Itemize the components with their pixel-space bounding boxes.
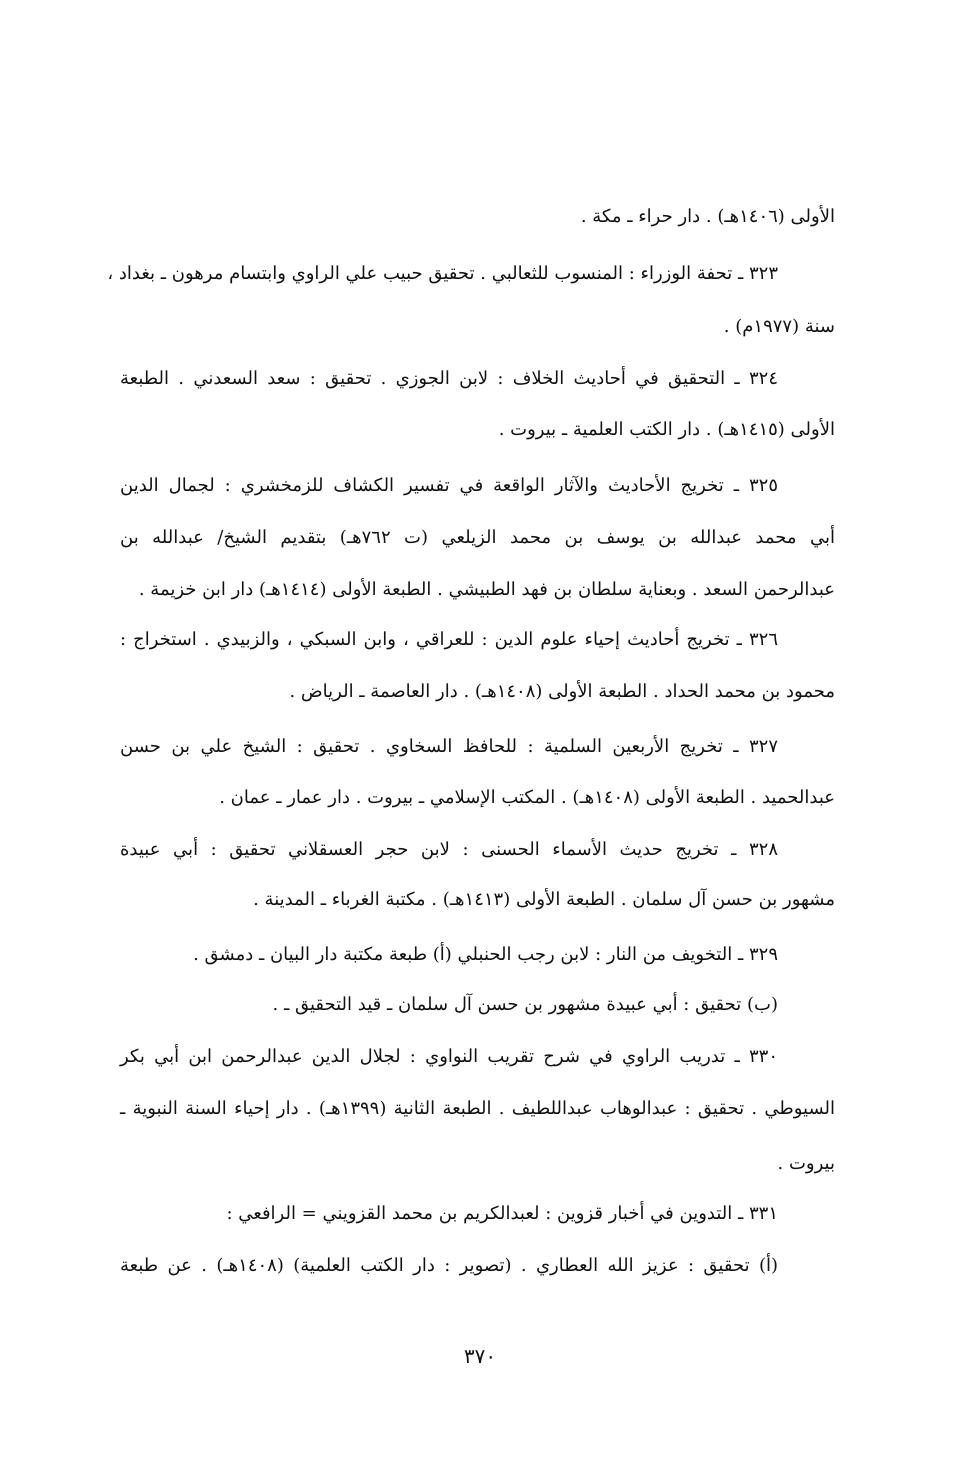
entry-326-line-2: محمود بن محمد الحداد . الطبعة الأولى (١٤٠٨هـ) . دار العاصمة ـ الرياض . bbox=[289, 681, 835, 702]
entry-329-line-1: ٣٢٩ ـ التخويف من النار : لابن رجب الحنبلي (أ) طبعة مكتبة دار البيان ـ دمشق . bbox=[193, 944, 778, 965]
entry-323-line-2: سنة (١٩٧٧م) . bbox=[723, 316, 835, 337]
page-number: ٣٧٠ bbox=[463, 1344, 497, 1368]
entry-325-line-3: عبدالرحمن السعد . وبعناية سلطان بن فهد الطبيشي . الطبعة الأولى (١٤١٤هـ) دار ابن خزيمة . bbox=[138, 579, 835, 600]
entry-330-line-1: ٣٣٠ ـ تدريب الراوي في شرح تقريب النواوي : لجلال الدين عبدالرحمن ابن أبي بكر bbox=[120, 1046, 778, 1067]
entry-325-line-2: أبي محمد عبدالله بن يوسف بن محمد الزيلعي (ت ٧٦٢هـ) بتقديم الشيخ/ عبدالله بن bbox=[120, 527, 835, 548]
entry-325-line-1: ٣٢٥ ـ تخريج الأحاديث والآثار الواقعة في تفسير الكشاف للزمخشري : لجمال الدين bbox=[120, 475, 778, 496]
entry-324-line-1: ٣٢٤ ـ التحقيق في أحاديث الخلاف : لابن الجوزي . تحقيق : سعد السعدني . الطبعة bbox=[120, 368, 778, 389]
entry-331-line-2: (أ) تحقيق : عزيز الله العطاري . (تصوير : دار الكتب العلمية) (١٤٠٨هـ) . عن طبعة bbox=[120, 1255, 778, 1276]
entry-330-line-2: السيوطي . تحقيق : عبدالوهاب عبداللطيف . الطبعة الثانية (١٣٩٩هـ) . دار إحياء السنة النبوية ـ bbox=[120, 1098, 835, 1119]
entry-324-line-2: الأولى (١٤١٥هـ) . دار الكتب العلمية ـ بيروت . bbox=[498, 419, 835, 440]
line-1: الأولى (١٤٠٦هـ) . دار حراء ـ مكة . bbox=[580, 206, 835, 227]
entry-330-line-3: بيروت . bbox=[777, 1153, 835, 1174]
entry-328-line-1: ٣٢٨ ـ تخريج حديث الأسماء الحسنى : لابن حجر العسقلاني تحقيق : أبي عبيدة bbox=[120, 839, 778, 860]
entry-328-line-2: مشهور بن حسن آل سلمان . الطبعة الأولى (١٤١٣هـ) . مكتبة الغرباء ـ المدينة . bbox=[253, 889, 835, 910]
entry-327-line-1: ٣٢٧ ـ تخريج الأربعين السلمية : للحافظ السخاوي . تحقيق : الشيخ علي بن حسن bbox=[120, 736, 778, 757]
entry-323-line-1: ٣٢٣ ـ تحفة الوزراء : المنسوب للثعالبي . تحقيق حبيب علي الراوي وابتسام مرهون ـ بغداد ، bbox=[107, 263, 778, 284]
entry-329-line-2: (ب) تحقيق : أبي عبيدة مشهور بن حسن آل سلمان ـ قيد التحقيق ـ . bbox=[272, 994, 778, 1015]
entry-327-line-2: عبدالحميد . الطبعة الأولى (١٤٠٨هـ) . المكتب الإسلامي ـ بيروت . دار عمار ـ عمان . bbox=[219, 787, 835, 808]
entry-331-line-1: ٣٣١ ـ التدوين في أخبار قزوين : لعبدالكريم بن محمد القزويني = الرافعي : bbox=[226, 1203, 778, 1224]
entry-326-line-1: ٣٢٦ ـ تخريج أحاديث إحياء علوم الدين : للعراقي ، وابن السبكي ، والزبيدي . استخراج : bbox=[120, 629, 778, 650]
